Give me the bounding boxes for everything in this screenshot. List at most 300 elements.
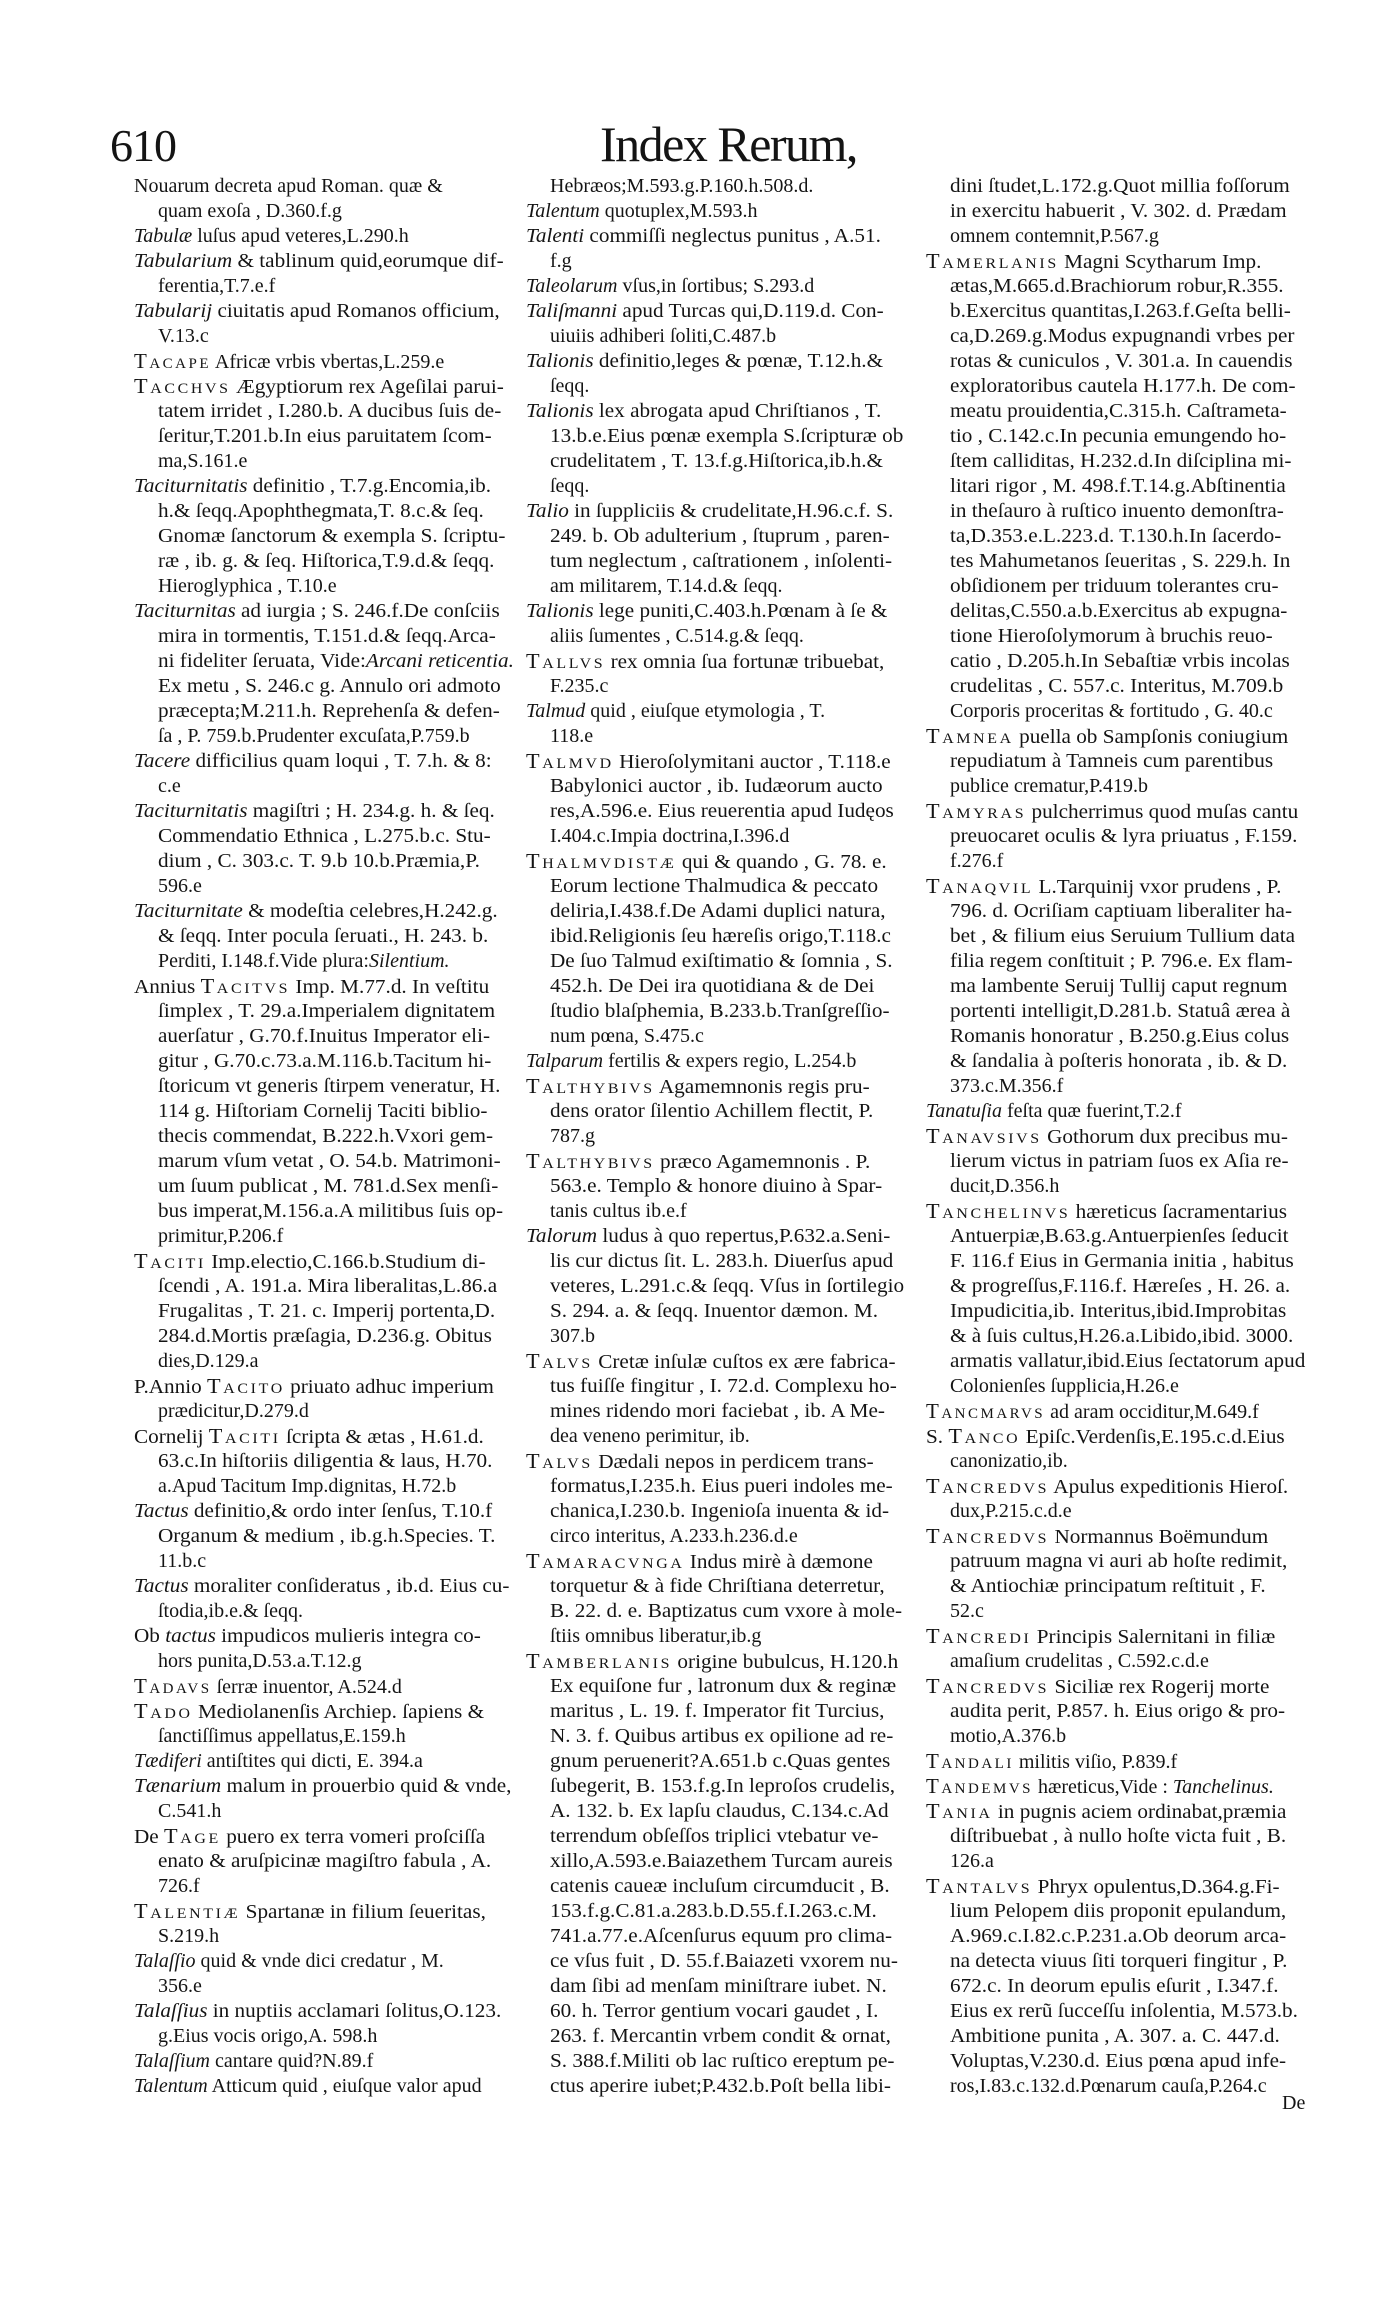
line-text (526, 699, 825, 724)
index-line-continuation (526, 774, 914, 799)
line-text (550, 449, 883, 474)
entry-text: circo interitus, A.233.h.236.d.e (550, 1525, 798, 1547)
line-text (550, 549, 892, 574)
entry-text: Africæ vrbis vbertas,L.259.e (211, 351, 445, 373)
entry-text: meatu prouidentia,C.315.h. Caſtrameta- (950, 400, 1287, 422)
line-text (158, 1199, 503, 1224)
line-text (550, 1299, 878, 1324)
entry-text: b.Exercitus quantitas,I.263.f.Geſta belli- (950, 300, 1291, 322)
index-entry-line (926, 1124, 1318, 1149)
entry-text: 596.e (158, 875, 202, 897)
entry-text: P.Annio (134, 1376, 208, 1398)
line-text (550, 1624, 761, 1649)
index-entry-line (134, 1699, 528, 1724)
index-line-continuation (526, 1499, 914, 1524)
line-text (550, 1324, 595, 1349)
line-text (950, 1974, 1279, 1999)
entry-name-small-caps: Tacito (207, 1374, 285, 1398)
index-line-continuation (926, 899, 1318, 924)
index-entry-line (134, 1899, 528, 1924)
line-text (158, 424, 492, 449)
line-text (950, 1074, 1063, 1099)
line-text (526, 649, 884, 675)
entry-text: ca,D.269.g.Modus expugnandi vrbes per (950, 325, 1295, 347)
index-line-continuation (134, 324, 528, 349)
entry-name-small-caps: Tamyras (926, 799, 1027, 823)
index-line-continuation (134, 1324, 528, 1349)
entry-text: Ex equiſone fur , latronum dux & reginæ (550, 1675, 897, 1697)
index-entry-line (926, 1399, 1318, 1424)
entry-name-small-caps: Tancredvs (926, 1524, 1050, 1548)
index-line-continuation (926, 574, 1318, 599)
index-entry-line (526, 1549, 914, 1574)
entry-text: 452.h. De Dei ira quotidiana & de Dei (550, 975, 875, 997)
entry-name-small-caps: Tadavs (134, 1674, 212, 1698)
index-entry-line (134, 374, 528, 399)
index-line-continuation (926, 774, 1318, 799)
entry-text: in theſauro à ruſtico inuento demonſtra- (950, 500, 1284, 522)
entry-text: ciuitatis apud Romanos officium, (212, 300, 500, 322)
entry-text: amaſium crudelitas , C.592.c.d.e (950, 1650, 1209, 1672)
entry-text: quam exoſa , D.360.f.g (158, 200, 342, 222)
line-text (158, 2024, 377, 2049)
index-line-continuation (134, 924, 528, 949)
index-entry-line (526, 1349, 914, 1374)
line-text (950, 1324, 1293, 1349)
index-entry-line (526, 199, 914, 224)
entry-text: ſa , P. 759.b.Prudenter excuſata,P.759.b (158, 725, 470, 747)
line-text (950, 1824, 1286, 1849)
entry-text: ræ , ib. g. & ſeq. Hiſtorica,T.9.d.& ſeqq. (158, 550, 495, 572)
index-line-continuation (926, 274, 1318, 299)
line-text (550, 1724, 893, 1749)
entry-text: 126.a (950, 1850, 994, 1872)
line-text (550, 1824, 879, 1849)
index-line-continuation (926, 1274, 1318, 1299)
line-text (950, 449, 1292, 474)
entry-text: Antuerpiæ,B.63.g.Antuerpienſes ſeducit (950, 1225, 1289, 1247)
index-line-continuation (926, 349, 1318, 374)
entry-text: ſeqq. (550, 375, 590, 397)
line-text (158, 1099, 487, 1124)
index-line-continuation (526, 1124, 914, 1149)
index-line-continuation (526, 174, 914, 199)
line-text (950, 499, 1284, 524)
line-text (158, 1474, 456, 1499)
entry-text: & ſeqq. Inter pocula ſeruati., H. 243. b. (158, 925, 489, 947)
index-line-continuation (926, 324, 1318, 349)
index-entry-line (526, 649, 914, 674)
entry-text: 284.d.Mortis præſagia, D.236.g. Obitus (158, 1325, 492, 1347)
index-line-continuation (134, 1099, 528, 1124)
entry-text: Ambitione punita , A. 307. a. C. 447.d. (950, 2025, 1280, 2047)
index-column-2 (526, 174, 914, 2099)
index-line-continuation (134, 949, 528, 974)
entry-term-italic: Arcani reticentia. (365, 650, 514, 672)
entry-text: ad aram occiditur,M.649.f (1045, 1401, 1259, 1423)
index-entry-line (526, 699, 914, 724)
index-line-continuation (926, 674, 1318, 699)
entry-text: ta,D.353.e.L.223.d. T.130.h.In ſacerdo- (950, 525, 1282, 547)
index-line-continuation (526, 1674, 914, 1699)
index-line-continuation (926, 299, 1318, 324)
entry-text: h.& ſeqq.Apophthegmata,T. 8.c.& ſeq. (158, 500, 484, 522)
line-text (950, 824, 1297, 849)
index-entry-line (134, 249, 528, 274)
entry-text: S.219.h (158, 1925, 220, 1947)
line-text (926, 799, 1298, 825)
line-text (950, 1224, 1289, 1249)
line-text (950, 1899, 1286, 1924)
entry-text: 787.g (550, 1125, 595, 1147)
index-line-continuation (526, 949, 914, 974)
index-line-continuation (926, 1024, 1318, 1049)
line-text (158, 524, 505, 549)
entry-text: Gothorum dux precibus mu- (1041, 1126, 1288, 1148)
index-line-continuation (926, 824, 1318, 849)
entry-term-italic: Talentum (526, 200, 600, 222)
index-entry-line (526, 1224, 914, 1249)
entry-text: am militarem, T.14.d.& ſeqq. (550, 575, 783, 597)
entry-text: tanis cultus ib.e.f (550, 1200, 687, 1222)
entry-text: Voluptas,V.230.d. Eius pœna apud infe- (950, 2050, 1287, 2072)
index-line-continuation (926, 499, 1318, 524)
index-entry-line (926, 1774, 1318, 1799)
line-text (158, 1124, 493, 1149)
entry-name-small-caps: Talentiæ (134, 1899, 241, 1923)
line-text (926, 1799, 1286, 1825)
line-text (526, 399, 881, 424)
line-text (526, 299, 884, 324)
index-line-continuation (134, 1649, 528, 1674)
index-entry-line (526, 1149, 914, 1174)
index-line-continuation (134, 1549, 528, 1574)
entry-term-italic: Tabularium (134, 250, 233, 272)
line-text (950, 749, 1273, 774)
line-text (134, 749, 492, 774)
entry-text: crudelitas , C. 557.c. Interitus, M.709.b (950, 675, 1284, 697)
entry-text: ſtem calliditas, H.232.d.In diſciplina mi- (950, 450, 1292, 472)
index-entry-line (526, 224, 914, 249)
entry-text: priuato adhuc imperium (284, 1376, 494, 1398)
entry-text: Cornelij (134, 1426, 209, 1448)
index-line-continuation (134, 524, 528, 549)
entry-text: C.541.h (158, 1800, 222, 1822)
index-line-continuation (926, 224, 1318, 249)
entry-text: definitio , T.7.g.Encomia,ib. (247, 475, 492, 497)
line-text (158, 1924, 219, 1949)
entry-text: ma lambente Seruij Tullij caput regnum (950, 975, 1288, 997)
entry-text: rotas & cuniculos , V. 301.a. In cauendis (950, 350, 1293, 372)
entry-term-italic: Tacere (134, 750, 191, 772)
entry-text: quid & vnde dici credatur , M. (195, 1950, 444, 1972)
index-line-continuation (134, 1874, 528, 1899)
entry-text: 153.f.g.C.81.a.283.b.D.55.f.I.263.c.M. (550, 1900, 877, 1922)
entry-text: ibid.Religionis ſeu hæreſis origo,T.118.c (550, 925, 891, 947)
entry-term-italic: Talaſſium (134, 2050, 210, 2072)
entry-text: num pœna, S.475.c (550, 1025, 704, 1047)
index-entry-line (926, 1799, 1318, 1824)
entry-text: hors punita,D.53.a.T.12.g (158, 1650, 362, 1672)
line-text (950, 424, 1286, 449)
line-text (950, 399, 1287, 424)
entry-text: delitas,C.550.a.b.Exercitus ab expugna- (950, 600, 1288, 622)
entry-text: lege puniti,C.403.h.Pœnam à ſe & (593, 600, 888, 622)
entry-text: ſtudio blaſphemia, B.233.b.Tranſgreſſio- (550, 1000, 890, 1022)
index-line-continuation (926, 749, 1318, 774)
index-line-continuation (526, 324, 914, 349)
index-line-continuation (926, 1224, 1318, 1249)
index-entry-line (526, 399, 914, 424)
line-text (950, 1599, 984, 1624)
index-line-continuation (526, 1724, 914, 1749)
line-text (134, 1999, 501, 2024)
index-line-continuation (134, 874, 528, 899)
index-line-continuation (926, 2049, 1318, 2074)
line-text (158, 1074, 500, 1099)
entry-term-italic: Tanatuſia (926, 1100, 1002, 1122)
entry-name-small-caps: Talvs (526, 1349, 593, 1373)
line-text (158, 1649, 362, 1674)
entry-text: res,A.596.e. Eius reuerentia apud Iudęos (550, 800, 894, 822)
line-text (550, 624, 804, 649)
entry-text: & à ſuis cultus,H.26.a.Libido,ibid. 3000. (950, 1325, 1294, 1347)
line-text (134, 1499, 492, 1524)
line-text (926, 1399, 1259, 1425)
line-text (526, 224, 881, 249)
line-text (550, 1399, 885, 1424)
line-text (134, 1674, 402, 1700)
entry-name-small-caps: Tancredvs (926, 1674, 1050, 1698)
entry-text: B. 22. d. e. Baptizatus cum vxore à mole- (550, 1600, 903, 1622)
entry-text: malum in prouerbio quid & vnde, (221, 1775, 512, 1797)
line-text (950, 1574, 1266, 1599)
index-entry-line (526, 1049, 914, 1074)
entry-text: formatus,I.235.h. Eius pueri indoles me- (550, 1475, 893, 1497)
line-text (134, 799, 495, 824)
index-entry-line (134, 1999, 528, 2024)
entry-text: dies,D.129.a (158, 1350, 259, 1372)
index-line-continuation (526, 899, 914, 924)
index-entry-line (134, 1774, 528, 1799)
line-text (550, 1524, 798, 1549)
line-text (158, 1549, 206, 1574)
index-line-continuation (926, 1599, 1318, 1624)
line-text (926, 1774, 1274, 1800)
entry-text: tione Hieroſolymorum à bruchis reuo- (950, 625, 1273, 647)
entry-text: 356.e (158, 1975, 202, 1997)
line-text (134, 299, 500, 324)
index-line-continuation (526, 2024, 914, 2049)
entry-term-italic: Talionis (526, 350, 594, 372)
index-line-continuation (526, 674, 914, 699)
entry-text: feſta quæ fuerint,T.2.f (1001, 1100, 1182, 1122)
entry-text: Apulus expeditionis Hieroſ. (1049, 1476, 1289, 1498)
index-line-continuation (134, 1449, 528, 1474)
entry-text: origine bubulcus, H.120.h (672, 1651, 899, 1673)
index-line-continuation (134, 674, 528, 699)
entry-text: dens orator ſilentio Achillem flectit, P. (550, 1100, 874, 1122)
entry-name-small-caps: Tage (164, 1824, 221, 1848)
entry-term-italic: Talentum (134, 2075, 208, 2097)
line-text (550, 1574, 885, 1599)
line-text (526, 749, 891, 775)
entry-text: Romanis honoratur , B.250.g.Eius colus (950, 1025, 1290, 1047)
entry-text: dini ſtudet,L.172.g.Quot millia foſſorum (950, 175, 1290, 197)
line-text (158, 199, 342, 224)
index-line-continuation (526, 1899, 914, 1924)
index-line-continuation (926, 849, 1318, 874)
entry-name-small-caps: Thalmvdistæ (526, 849, 677, 873)
line-text (158, 1174, 498, 1199)
entry-text: Dædali nepos in perdicem trans- (592, 1451, 874, 1473)
line-text (550, 2049, 894, 2074)
entry-name-small-caps: Tacitvs (200, 974, 291, 998)
entry-text: Frugalitas , T. 21. c. Imperij portenta,D. (158, 1300, 496, 1322)
index-entry-line (134, 2049, 528, 2074)
entry-text: bet , & filium eius Seruium Tullium data (950, 925, 1296, 947)
entry-text: definitio,& ordo inter ſenſus, T.10.f (188, 1500, 493, 1522)
entry-name-small-caps: Tamaracvnga (526, 1549, 685, 1573)
entry-text: dux,P.215.c.d.e (950, 1500, 1072, 1522)
index-entry-line (926, 1474, 1318, 1499)
index-line-continuation (926, 1174, 1318, 1199)
index-line-continuation (134, 1599, 528, 1624)
index-line-continuation (526, 1774, 914, 1799)
entry-text: Epiſc.Verdenſis,E.195.c.d.Eius (1020, 1426, 1285, 1448)
entry-term-italic: Tabulæ (134, 225, 193, 247)
line-text (950, 1349, 1305, 1374)
entry-text: dam ſibi ad menſam miniſtrare iubet. N. (550, 1975, 887, 1997)
index-entry-line (134, 1624, 528, 1649)
line-text (134, 1774, 511, 1799)
line-text (926, 724, 1288, 750)
line-text (926, 1674, 1269, 1700)
index-entry-line (926, 1674, 1318, 1699)
line-text (550, 1424, 750, 1449)
line-text (158, 849, 480, 874)
entry-text: quid , eiuſque etymologia , T. (585, 700, 826, 722)
line-text (550, 1699, 884, 1724)
entry-term-italic: tactus (165, 1625, 216, 1647)
entry-text: militis viſio, P.839.f (1013, 1751, 1178, 1773)
line-text (550, 1849, 893, 1874)
entry-text: exploratoribus cautela H.177.h. De com- (950, 375, 1296, 397)
index-entry-line (526, 274, 914, 299)
entry-text: 63.c.In hiſtoriis diligentia & laus, H.70. (158, 1450, 493, 1472)
entry-text: 373.c.M.356.f (950, 1075, 1064, 1097)
index-line-continuation (526, 249, 914, 274)
entry-text: auerſatur , G.70.f.Inuitus Imperator eli- (158, 1025, 491, 1047)
index-line-continuation (134, 1149, 528, 1174)
entry-text: ludus à quo repertus,P.632.a.Seni- (597, 1225, 891, 1247)
line-text (134, 374, 504, 400)
index-entry-line (926, 1199, 1318, 1224)
index-line-continuation (134, 424, 528, 449)
entry-term-italic: Talparum (526, 1050, 604, 1072)
index-line-continuation (134, 774, 528, 799)
index-line-continuation (526, 1299, 914, 1324)
index-line-continuation (926, 649, 1318, 674)
line-text (158, 1149, 501, 1174)
index-line-continuation (526, 1624, 914, 1649)
index-entry-line (526, 849, 914, 874)
entry-text: 796. d. Ocriſiam captiuam liberaliter ha- (950, 900, 1293, 922)
line-text (134, 1949, 444, 1974)
index-line-continuation (926, 1499, 1318, 1524)
index-line-continuation (526, 1524, 914, 1549)
entry-name-small-caps: Tanchelinvs (926, 1199, 1071, 1223)
index-line-continuation (926, 1899, 1318, 1924)
line-text (950, 574, 1279, 599)
index-line-continuation (134, 1399, 528, 1424)
entry-text: Colonienſes ſupplicia,H.26.e (950, 1375, 1179, 1397)
index-line-continuation (926, 1349, 1318, 1374)
line-text (550, 574, 783, 599)
line-text (134, 349, 444, 375)
line-text (526, 849, 887, 875)
entry-text: Siciliæ rex Rogerij morte (1049, 1676, 1270, 1698)
entry-text: Spartanæ in filium ſeueritas, (240, 1901, 486, 1923)
entry-text: 263. f. Mercantin vrbem condit & ornat, (550, 2025, 891, 2047)
entry-name-small-caps: Tacchvs (134, 374, 231, 398)
line-text (158, 999, 495, 1024)
line-text (926, 1874, 1280, 1900)
index-line-continuation (134, 624, 528, 649)
line-text (158, 1724, 406, 1749)
index-entry-line (134, 1424, 528, 1449)
index-line-continuation (526, 1374, 914, 1399)
index-line-continuation (526, 974, 914, 999)
index-line-continuation (134, 449, 528, 474)
entry-text: ſtodia,ib.e.& ſeqq. (158, 1600, 303, 1622)
line-text (950, 1049, 1287, 1074)
line-text (550, 824, 789, 849)
line-text (134, 174, 443, 199)
entry-term-italic: Taciturnitas (134, 600, 236, 622)
index-entry-line (134, 474, 528, 499)
entry-text: ſtiis omnibus liberatur,ib.g (550, 1625, 762, 1647)
line-text (550, 724, 593, 749)
index-line-continuation (926, 1974, 1318, 1999)
entry-text: luſus apud veteres,L.290.h (192, 225, 409, 247)
index-entry-line (526, 299, 914, 324)
entry-text: um ſuum publicat , M. 781.d.Sex menſi- (158, 1175, 499, 1197)
entry-text: A.969.c.I.82.c.P.231.a.Ob deorum arca- (950, 1925, 1287, 1947)
entry-text: Eorum lectione Thalmudica & peccato (550, 875, 879, 897)
index-line-continuation (926, 399, 1318, 424)
entry-name-small-caps: Tacape (134, 349, 212, 373)
index-line-continuation (526, 449, 914, 474)
entry-text: Nouarum decreta apud Roman. quæ & (134, 175, 443, 197)
index-entry-line (134, 1749, 528, 1774)
entry-text: Annius (134, 976, 201, 998)
entry-term-italic: Talorum (526, 1225, 598, 1247)
line-text (950, 624, 1273, 649)
line-text (550, 1174, 882, 1199)
index-entry-line (926, 1749, 1318, 1774)
line-text (550, 249, 572, 274)
index-line-continuation (926, 1549, 1318, 1574)
line-text (158, 1324, 492, 1349)
entry-name-small-caps: Talvs (526, 1449, 593, 1473)
line-text (950, 524, 1281, 549)
index-line-continuation (926, 1374, 1318, 1399)
line-text (526, 274, 814, 299)
index-line-continuation (134, 1799, 528, 1824)
index-line-continuation (526, 1799, 914, 1824)
entry-text: antiſtites qui dicti, E. 394.a (201, 1750, 423, 1772)
